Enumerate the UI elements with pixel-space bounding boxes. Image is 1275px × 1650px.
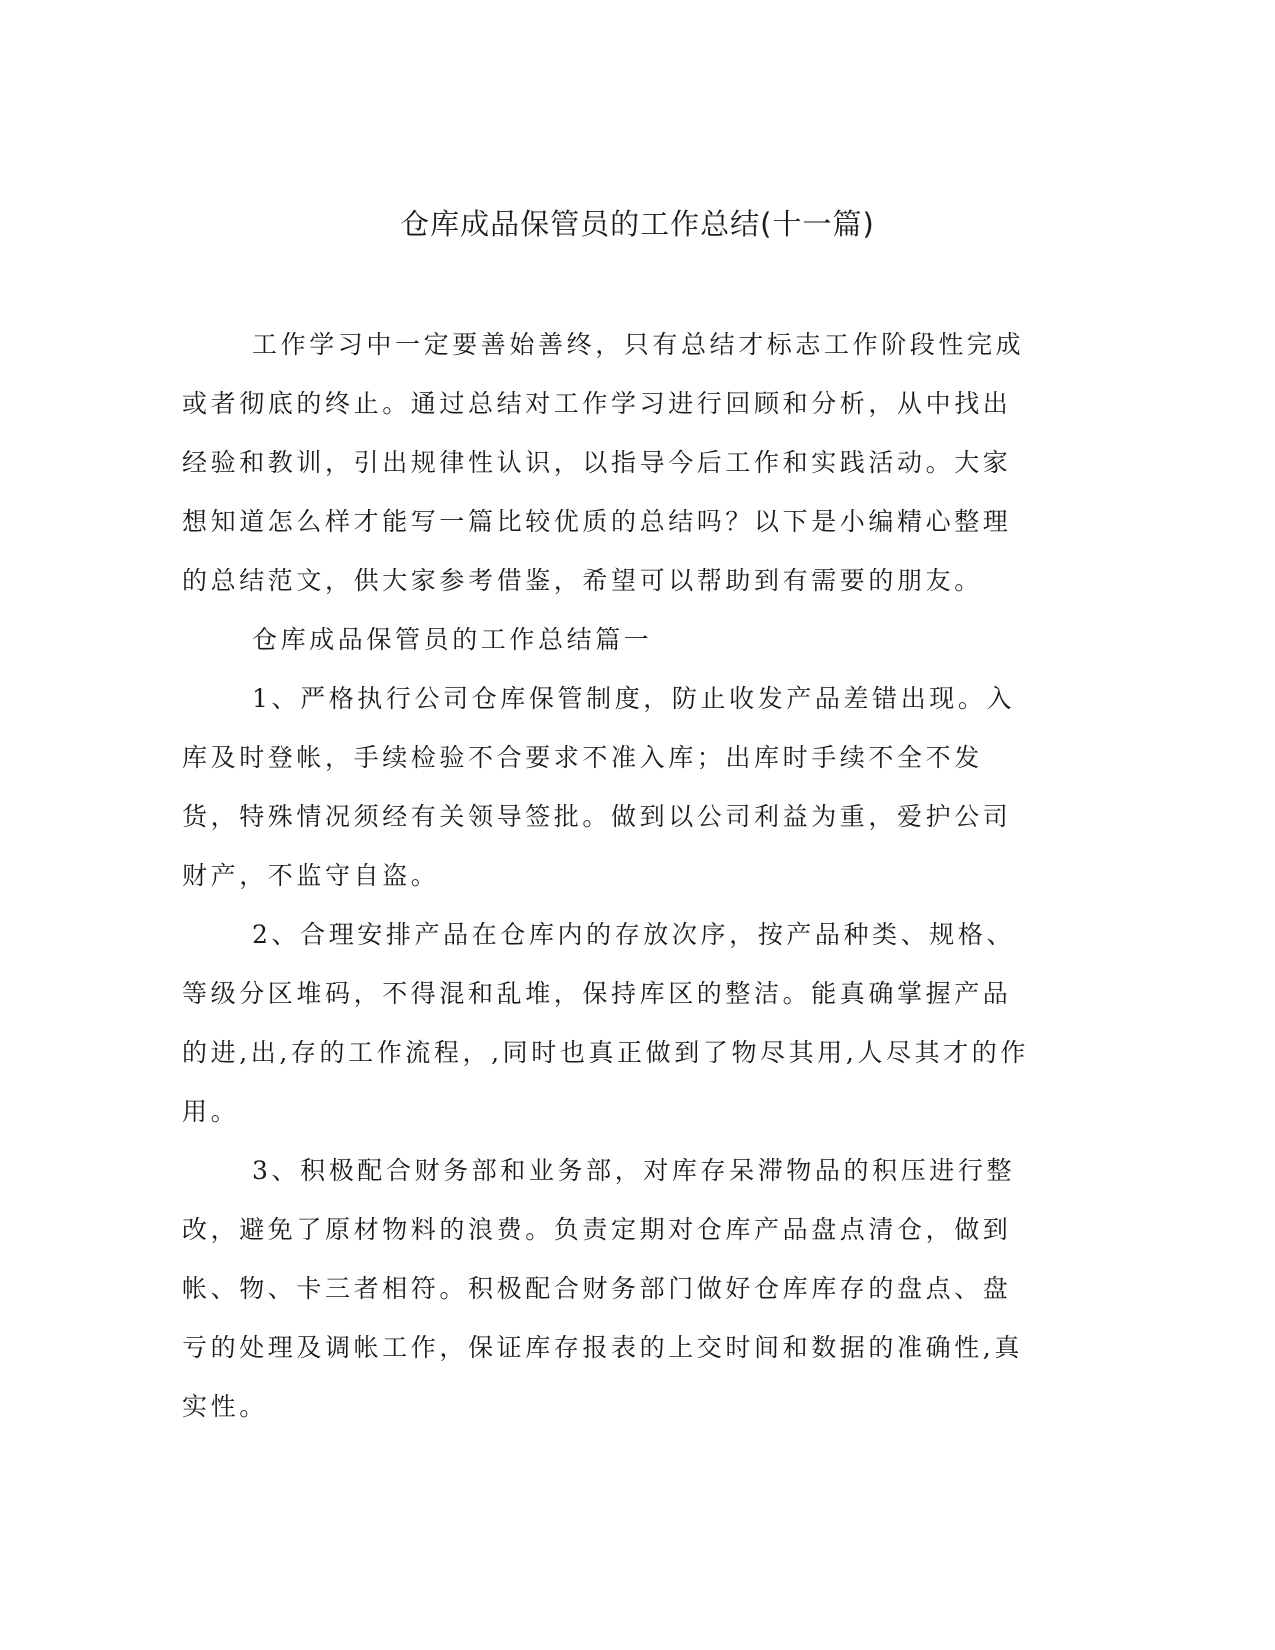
list-item-3: 3、积极配合财务部和业务部，对库存呆滞物品的积压进行整改，避免了原材物料的浪费。负责定期对仓库产品盘点清仓，做到帐、物、卡三者相符。积极配合财务部门做好仓库库存的盘点、盘亏的处理及调帐工作，保证库存报表的上交时间和数据的准确性,真实性。 — [182, 1156, 1023, 1421]
intro-paragraph: 工作学习中一定要善始善终，只有总结才标志工作阶段性完成或者彻底的终止。通过总结对工作学习进行回顾和分析，从中找出经验和教训，引出规律性认识，以指导今后工作和实践活动。大家想知道怎么样才能写一篇比较优质的总结吗？以下是小编精心整理的总结范文，供大家参考借鉴，希望可以帮助到有需要的朋友。 — [182, 330, 1025, 595]
document-body — [182, 315, 1030, 1436]
list-item-2: 2、合理安排产品在仓库内的存放次序，按产品种类、规格、等级分区堆码，不得混和乱堆，保持库区的整洁。能真确掌握产品的进,出,存的工作流程，,同时也真正做到了物尽其用,人尽其才的作用。 — [182, 920, 1029, 1126]
section-heading: 仓库成品保管员的工作总结篇一 — [252, 625, 653, 654]
document-title: 仓库成品保管员的工作总结(十一篇) — [400, 207, 875, 241]
list-item-1: 1、严格执行公司仓库保管制度，防止收发产品差错出现。入库及时登帐，手续检验不合要求不准入库；出库时手续不全不发货，特殊情况须经有关领导签批。做到以公司利益为重，爱护公司财产，不监守自盗。 — [182, 684, 1016, 890]
